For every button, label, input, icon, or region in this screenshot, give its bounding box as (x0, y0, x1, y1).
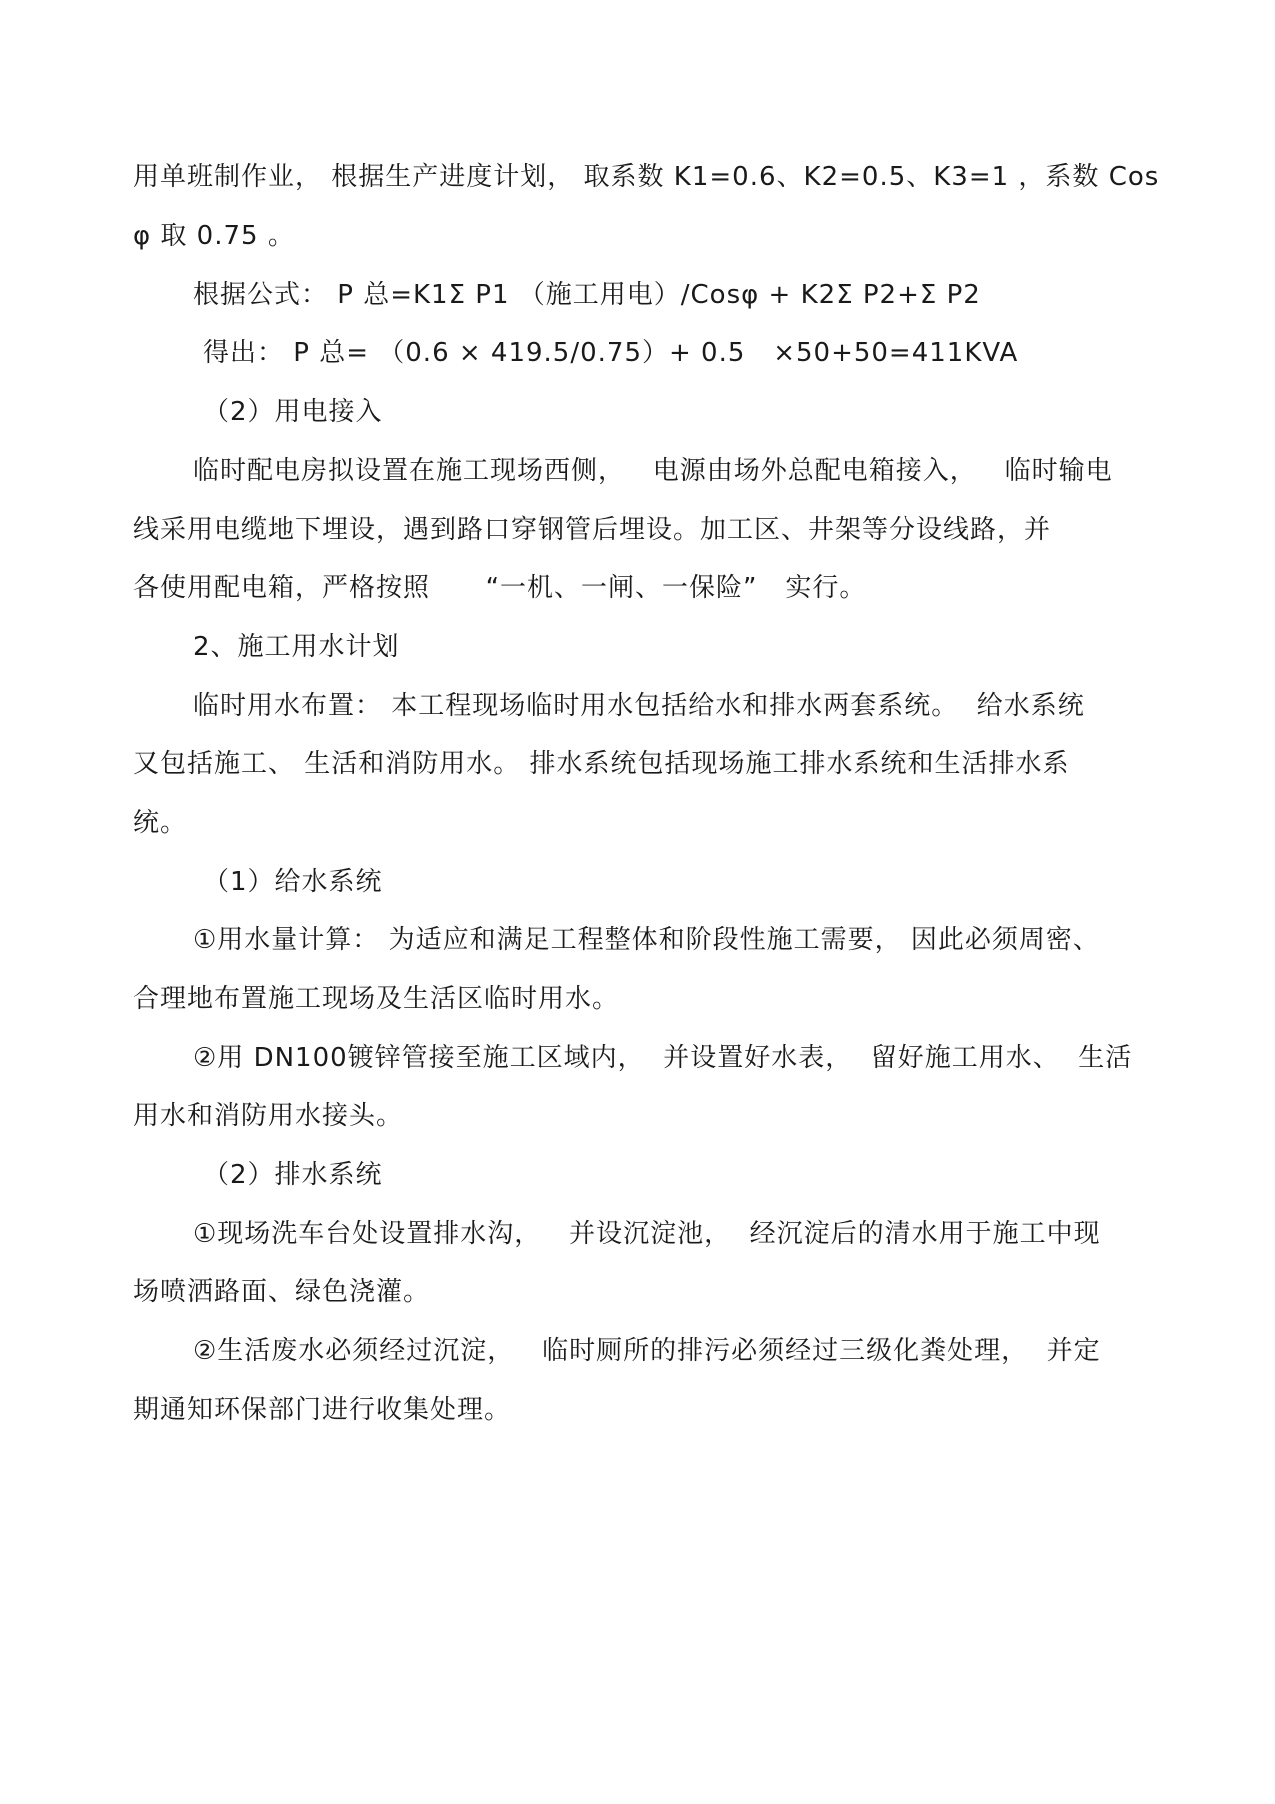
section-heading: （2）用电接入 (203, 397, 383, 427)
paragraph-line: ①用水量计算： 为适应和满足工程整体和阶段性施工需要， 因此必须周密、 (193, 925, 1100, 955)
paragraph-line: 又包括施工、 生活和消防用水。 排水系统包括现场施工排水系统和生活排水系 (133, 749, 1070, 779)
paragraph-line: 用水和消防用水接头。 (133, 1101, 404, 1131)
paragraph-line: 临时用水布置： 本工程现场临时用水包括给水和排水两套系统。 给水系统 (193, 691, 1085, 721)
section-heading: （1）给水系统 (203, 867, 383, 897)
paragraph-line: 合理地布置施工现场及生活区临时用水。 (133, 984, 620, 1014)
paragraph-line: ②用 DN100镀锌管接至施工区域内， 并设置好水表， 留好施工用水、 生活 (193, 1043, 1133, 1073)
result-line: 得出： P 总= （0.6 × 419.5/0.75）+ 0.5 ×50+50=411KVA (203, 338, 1019, 368)
paragraph-line: 场喷洒路面、绿色浇灌。 (133, 1277, 431, 1307)
paragraph-line: ②生活废水必须经过沉淀， 临时厕所的排污必须经过三级化粪处理， 并定 (193, 1336, 1101, 1366)
paragraph-line: 用单班制作业， 根据生产进度计划， 取系数 K1=0.6、K2=0.5、K3=1 ，系数 Cos (133, 162, 1160, 192)
paragraph-line: φ 取 0.75 。 (133, 221, 295, 251)
formula-line: 根据公式： P 总=K1Σ P1 （施工用电）/Cosφ + K2Σ P2+Σ P2 (193, 280, 981, 310)
paragraph-line: ①现场洗车台处设置排水沟， 并设沉淀池， 经沉淀后的清水用于施工中现 (193, 1219, 1101, 1249)
paragraph-line: 各使用配电箱，严格按照 “一机、一闸、一保险” 实行。 (133, 573, 867, 603)
paragraph-line: 期通知环保部门进行收集处理。 (133, 1395, 512, 1425)
paragraph-line: 线采用电缆地下埋设，遇到路口穿钢管后埋设。加工区、井架等分设线路，并 (133, 515, 1052, 545)
paragraph-line: 统。 (133, 808, 188, 838)
section-heading: 2、施工用水计划 (193, 632, 400, 662)
section-heading: （2）排水系统 (203, 1160, 383, 1190)
paragraph-line: 临时配电房拟设置在施工现场西侧， 电源由场外总配电箱接入， 临时输电 (193, 456, 1113, 486)
